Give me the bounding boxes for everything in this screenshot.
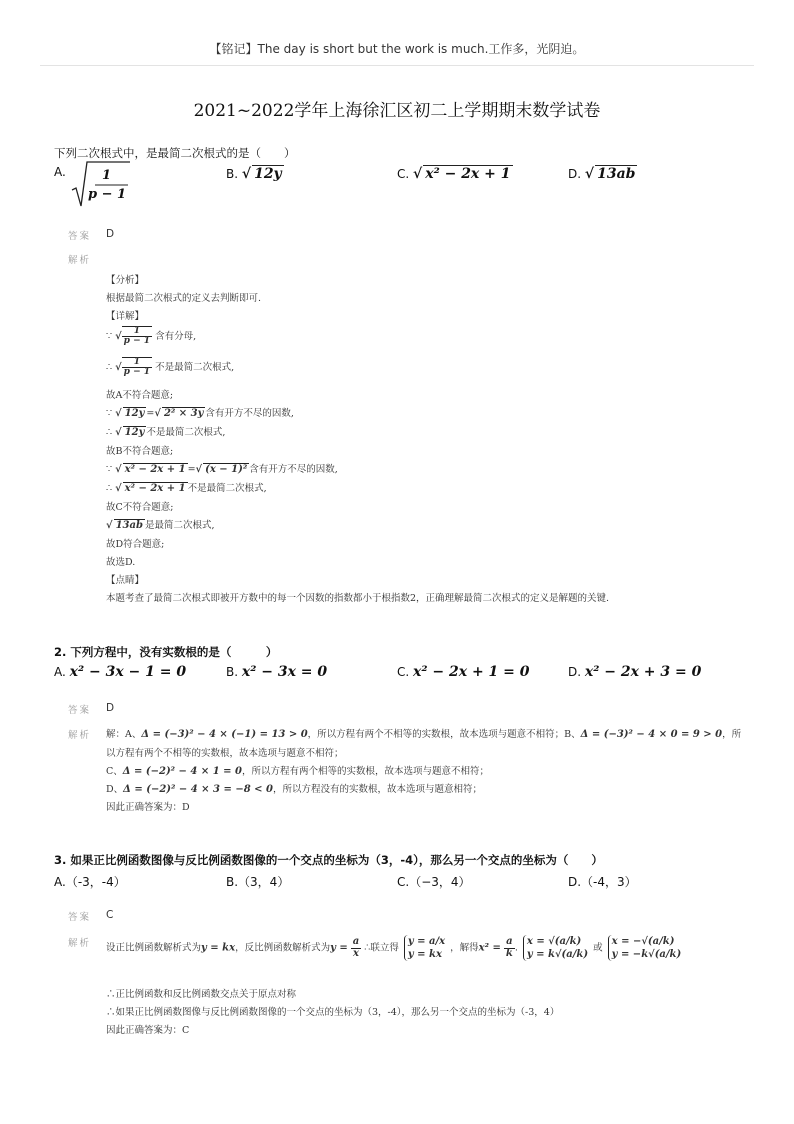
option-letter: C.: [397, 167, 410, 181]
q3-option-d: D.（-4，3）: [568, 875, 637, 889]
q3-option-c: C.（−3，4）: [397, 875, 471, 889]
q1-analysis-label: 解析: [68, 255, 92, 266]
q3-analysis-label: 解析: [68, 938, 92, 949]
q3-answer: C: [106, 909, 114, 921]
q1-option-a-radical: [70, 160, 132, 210]
q1-exp-line: 根据最简二次根式的定义去判断即可.: [106, 293, 262, 304]
q1-exp-line: 【详解】: [106, 311, 145, 322]
q2-option-b-math: x² − 3x = 0: [241, 664, 328, 680]
q2-option-d: D. x² − 2x + 3 = 0: [568, 664, 702, 680]
q2-stem: 2. 下列方程中，没有实数根的是（ ）: [54, 645, 278, 659]
q1-option-d: D. √ 13ab: [568, 166, 636, 182]
header-divider: [40, 65, 754, 66]
q1-exp-line: 故选D.: [106, 557, 136, 568]
q3-exp-line: ∴正比例函数和反比例函数交点关于原点对称: [106, 989, 297, 1000]
q2-exp-line: 解：A、Δ = (−3)² − 4 × (−1) = 13 > 0，所以方程有两个不相等的实数根，故本选项与题意不相符；B、Δ = (−3)² − 4 × 0 = 9 > 0，所: [106, 729, 742, 740]
q1-answer-label: 答案: [68, 231, 92, 242]
q3-exp-line: ∴如果正比例函数图像与反比例函数图像的一个交点的坐标为（3，-4），那么另一个交点的坐标为（-3，4）: [106, 1007, 560, 1018]
q1-exp-line: 本题考查了最简二次根式即被开方数中的每一个因数的指数都小于根指数2，正确理解最简二次根式的定义是解题的关键.: [106, 593, 610, 604]
option-letter: B.: [226, 167, 239, 181]
q2-answer: D: [106, 702, 115, 714]
q2-exp-line: 因此正确答案为：D: [106, 802, 190, 813]
q3-exp-line: 设正比例函数解析式为y = kx，反比例函数解析式为y = $\frac{a}{x}$ ∴联立得 y = a/x y = kx ，解得x² = $\frac{a}{k}$ . x = √(a/k) y = k√(a/k) 或 x = −√(a/k) y = −k√(a/k): [106, 936, 682, 960]
option-letter: A.: [54, 165, 66, 179]
q1-exp-line: ∵ √ $\frac{1}{p - 1}$ 含有分母,: [106, 326, 197, 347]
q1-option-b: B. √ 12y: [226, 166, 282, 182]
q3-option-a: A.（-3，-4）: [54, 875, 126, 889]
q1-exp-line: ∴ √ x² − 2x + 1 不是最简二次根式,: [106, 483, 267, 494]
q2-option-d-math: x² − 2x + 3 = 0: [584, 664, 702, 680]
motto-header: 【铭记】The day is short but the work is much.工作多，光阴迫。: [209, 42, 585, 56]
option-letter: D.: [568, 167, 582, 181]
q1-exp-line: 故C不符合题意;: [106, 502, 174, 513]
q1-option-a-numerator: 1: [102, 168, 112, 183]
q1-exp-line: 【点睛】: [106, 575, 145, 586]
page-title: 2021~2022学年上海徐汇区初二上学期期末数学试卷: [193, 101, 601, 121]
q3-option-b: B.（3，4）: [226, 875, 290, 889]
q1-exp-line: ∵ √ 12y =√ 2² × 3y 含有开方不尽的因数,: [106, 408, 294, 419]
q2-answer-label: 答案: [68, 705, 92, 716]
q3-exp-line: 因此正确答案为：C: [106, 1025, 190, 1036]
q1-option-d-math: 13ab: [597, 166, 636, 182]
q1-exp-line: 故B不符合题意;: [106, 446, 174, 457]
q2-option-b: B. x² − 3x = 0: [226, 664, 328, 680]
q1-answer: D: [106, 228, 115, 240]
q2-exp-line: D、Δ = (−2)² − 4 × 3 = −8 < 0，所以方程没有的实数根，故本选项与题意相符；: [106, 784, 482, 795]
q2-option-c: C. x² − 2x + 1 = 0: [397, 664, 530, 680]
q1-exp-line: ∴ √ $\frac{1}{p - 1}$ 不是最简二次根式,: [106, 357, 235, 378]
q1-option-a-denominator: p − 1: [88, 187, 127, 202]
q1-option-a: [54, 165, 66, 179]
q2-option-a: A. x² − 3x − 1 = 0: [54, 664, 187, 680]
q2-analysis-label: 解析: [68, 730, 92, 741]
q1-exp-line: √ 13ab 是最简二次根式,: [106, 520, 215, 531]
q2-option-a-math: x² − 3x − 1 = 0: [69, 664, 187, 680]
q1-exp-line: 故D符合题意;: [106, 539, 165, 550]
q1-option-c: C. √ x² − 2x + 1: [397, 166, 511, 182]
q1-exp-line: 故A不符合题意;: [106, 390, 174, 401]
q1-exp-line: 【分析】: [106, 275, 145, 286]
q2-exp-line: 以方程有两个不相等的实数根，故本选项与题意不相符；: [106, 748, 344, 759]
q2-option-c-math: x² − 2x + 1 = 0: [413, 664, 530, 680]
q1-exp-line: ∵ √ x² − 2x + 1 =√ (x − 1)² 含有开方不尽的因数,: [106, 464, 338, 475]
q1-option-b-math: 12y: [254, 166, 282, 182]
q3-answer-label: 答案: [68, 912, 92, 923]
q3-stem: 3. 如果正比例函数图像与反比例函数图像的一个交点的坐标为（3，-4），那么另一个交点的坐标为（ ）: [54, 853, 603, 867]
q1-stem: 下列二次根式中，是最简二次根式的是（ ）: [54, 146, 296, 160]
q2-exp-line: C、Δ = (−2)² − 4 × 1 = 0，所以方程有两个相等的实数根，故本选项与题意不相符；: [106, 766, 489, 777]
q1-option-c-math: x² − 2x + 1: [425, 166, 511, 182]
q1-exp-line: ∴ √ 12y 不是最简二次根式,: [106, 427, 226, 438]
